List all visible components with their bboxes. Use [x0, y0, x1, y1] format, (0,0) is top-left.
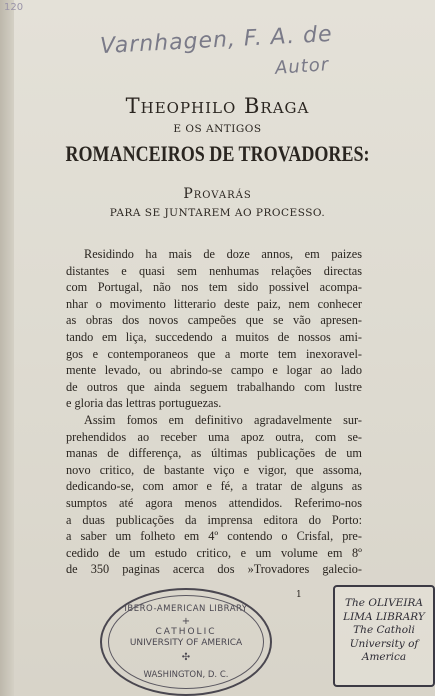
- body-line: Residindo ha mais de doze annos, em paizes: [84, 247, 362, 261]
- body-line: novo critico, de bastante viço e vigor, que assoma,: [66, 462, 362, 477]
- stamp-catholic: CATHOLIC: [155, 627, 217, 637]
- stamp-city: WASHINGTON, D. C.: [143, 670, 229, 680]
- body-line: a duas publicações da imprensa editora do Porto:: [66, 512, 362, 527]
- stamp-library-name: IBERO-AMERICAN LIBRARY: [124, 604, 248, 614]
- title-subtitle: E OS ANTIGOS: [173, 123, 262, 135]
- body-text: [66, 246, 362, 578]
- body-line: com Portugal, não nos tem sido possivel acompa-: [66, 280, 362, 295]
- body-line: gos e contemporaneos que a morte tem inexoravel-: [66, 346, 362, 361]
- cross-icon: +: [181, 616, 191, 627]
- body-line: tando em liça, succedendo a muitos de nossos ami-: [66, 329, 362, 344]
- body-line: prehendidos ao receber uma apoz outra, com se-: [66, 429, 362, 444]
- title-main: ROMANCEIROS DE TROVADORES:: [65, 141, 370, 166]
- body-line: mente levado, ou abrindo-se campo e logar ao lado: [66, 363, 362, 378]
- title-author: Theophilo Braga: [125, 94, 310, 118]
- body-line: cedido de um estudo critico, e um volume em 8º: [66, 545, 362, 560]
- stamp-line: University of: [349, 637, 419, 650]
- body-line: as obras dos novos campeões que se vão apresen-: [66, 313, 362, 328]
- body-line: dedicando-se, com amor e fé, a tratar de alguns as: [66, 479, 362, 494]
- handwritten-annotation: [99, 21, 360, 84]
- library-oval-stamp: [100, 588, 272, 696]
- body-line: a saber um folheto em 4º contendo o Crisfal, pre-: [66, 529, 362, 544]
- body-line: de 350 paginas acerca dos »Trovadores galecio-: [66, 562, 362, 577]
- stamp-line: The OLIVEIRA: [345, 597, 423, 609]
- handwritten-role: Autor: [274, 54, 330, 79]
- corner-pencil-mark: 120: [4, 2, 24, 13]
- body-line: sumptos até agora menos attendidos. Referimo-nos: [66, 495, 362, 510]
- body-line: distantes e quasi sem nenhumas relações directas: [66, 263, 362, 278]
- ornament-icon: ✣: [181, 652, 191, 663]
- handwritten-name: Varnhagen, F. A. de: [99, 21, 334, 60]
- stamp-line: LIMA LIBRARY: [343, 610, 425, 623]
- stamp-line: The Catholi: [353, 624, 415, 636]
- title-para: PARA SE JUNTAREM AO PROCESSO.: [109, 207, 326, 219]
- oliveira-lima-stamp: [333, 585, 435, 687]
- stamp-line: America: [361, 651, 407, 663]
- body-line: Assim fomos em definitivo agradavelmente sur-: [84, 412, 362, 427]
- body-line: e gloria das lettras portuguezas.: [66, 396, 222, 411]
- title-provaras: Provarás: [183, 186, 252, 202]
- body-line: de outros que ainda seguem trabalhando com lustre: [66, 379, 362, 394]
- body-line: nhar o movimento litterario deste paiz, nem conhecer: [66, 296, 362, 311]
- stamp-university: UNIVERSITY OF AMERICA: [129, 638, 243, 648]
- body-line: manas de differença, as últimas publicações de um: [66, 446, 362, 461]
- page-signature-mark: 1: [296, 590, 302, 600]
